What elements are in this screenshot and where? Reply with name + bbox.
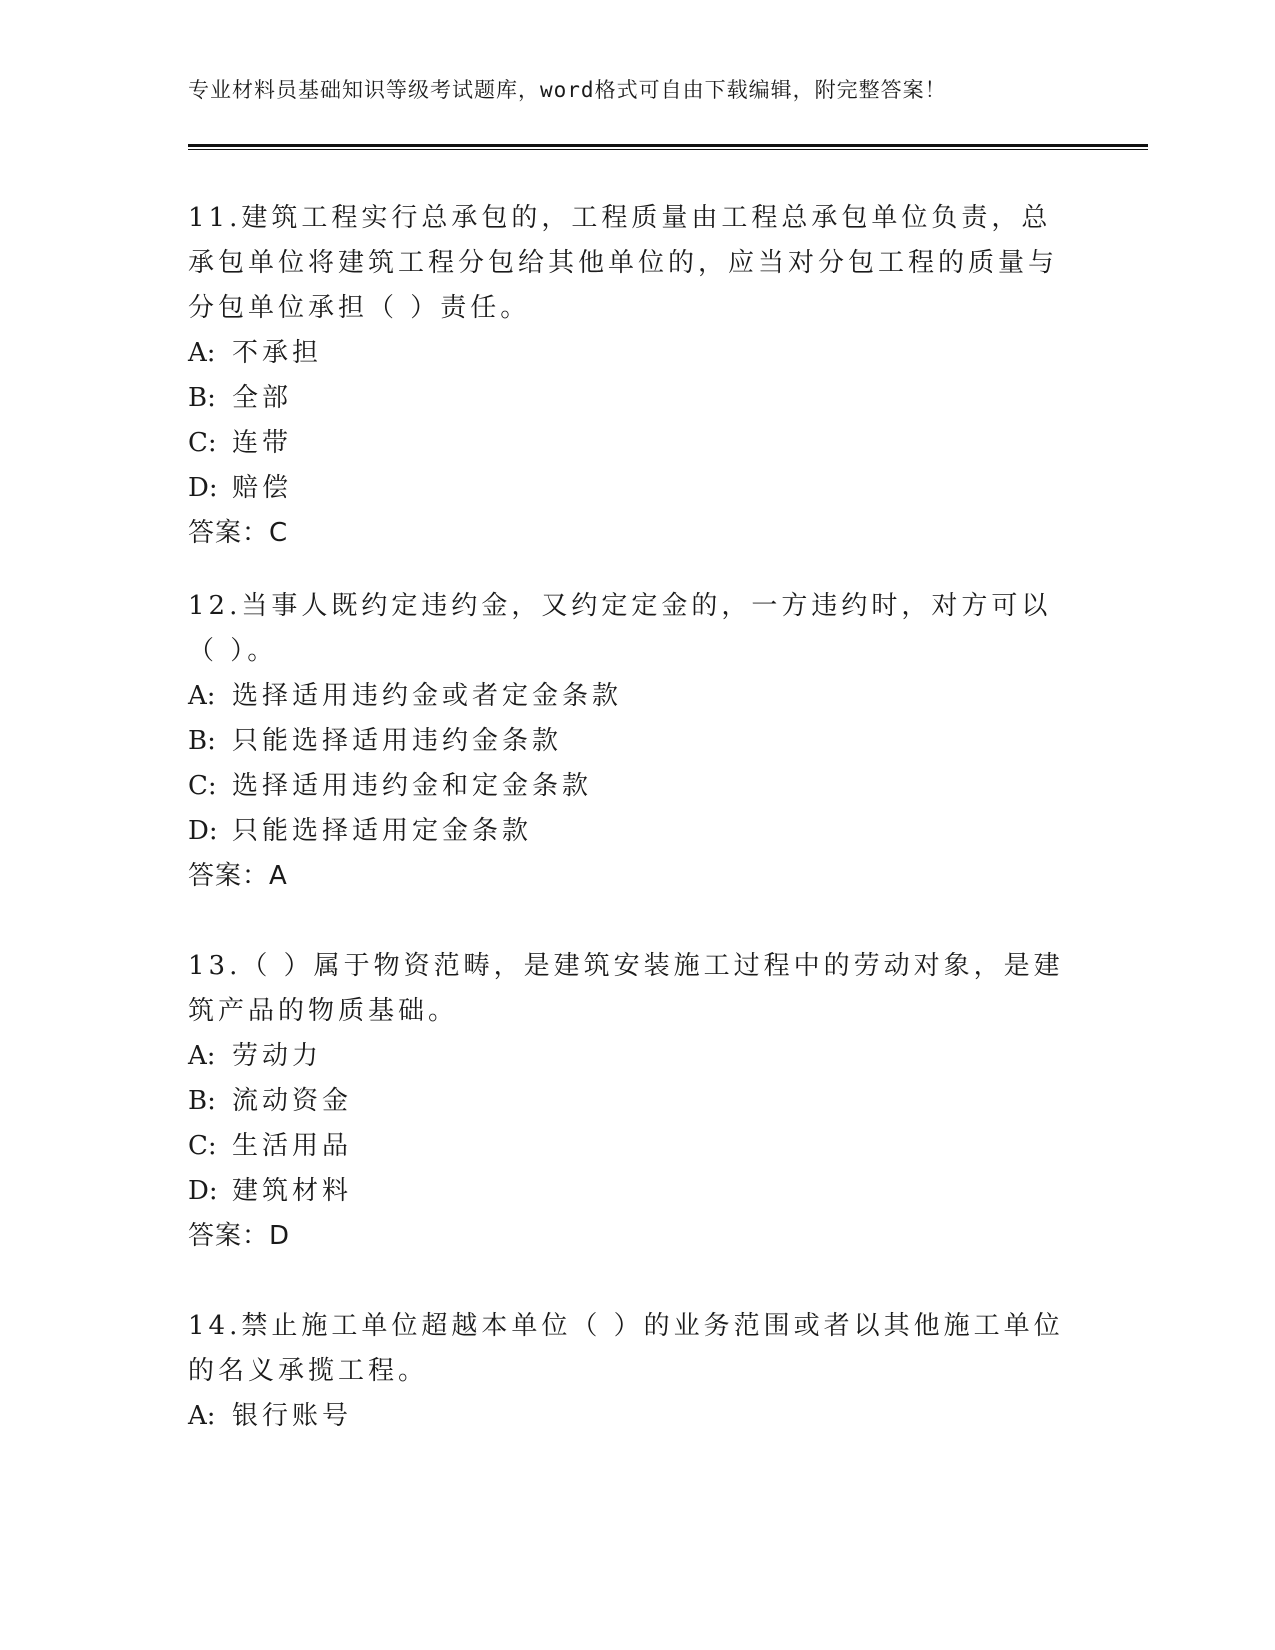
option-text: 选择适用违约金或者定金条款 <box>232 681 623 711</box>
answer-line: 答案：C <box>188 518 289 548</box>
option-text: 只能选择适用定金条款 <box>232 816 533 846</box>
option-key: A: <box>188 1401 216 1431</box>
option-b <box>188 1079 1068 1124</box>
question-stem: 13.（ ）属于物资范畴，是建筑安装施工过程中的劳动对象，是建筑产品的物质基础。 <box>188 951 1064 1026</box>
option-a <box>188 674 1068 719</box>
option-text: 生活用品 <box>232 1131 353 1161</box>
option-text: 赔偿 <box>232 473 293 503</box>
option-c <box>188 1124 1068 1169</box>
option-text: 选择适用违约金和定金条款 <box>232 771 593 801</box>
option-key: B: <box>188 726 216 756</box>
option-key: B: <box>188 383 216 413</box>
option-key: C: <box>188 771 217 801</box>
answer-line: 答案：A <box>188 861 288 891</box>
question-stem: 11.建筑工程实行总承包的，工程质量由工程总承包单位负责，总承包单位将建筑工程分包给其他单位的，应当对分包工程的质量与分包单位承担（ ）责任。 <box>188 203 1059 323</box>
option-a <box>188 1034 1068 1079</box>
option-text: 劳动力 <box>232 1041 323 1071</box>
header-rule <box>188 144 1148 150</box>
option-text: 全部 <box>232 383 293 413</box>
option-c <box>188 764 1068 809</box>
option-key: B: <box>188 1086 216 1116</box>
option-d <box>188 1169 1068 1214</box>
question-11 <box>188 196 1068 556</box>
option-key: A: <box>188 1041 216 1071</box>
option-key: D: <box>188 473 218 503</box>
option-key: C: <box>188 428 217 458</box>
option-key: A: <box>188 338 216 368</box>
option-d <box>188 809 1068 854</box>
option-b <box>188 719 1068 764</box>
option-b <box>188 376 1068 421</box>
option-text: 连带 <box>232 428 293 458</box>
option-c <box>188 421 1068 466</box>
answer-line: 答案：D <box>188 1221 291 1251</box>
option-a <box>188 1394 1068 1439</box>
option-text: 银行账号 <box>232 1401 353 1431</box>
option-text: 建筑材料 <box>232 1176 353 1206</box>
question-14 <box>188 1304 1068 1439</box>
option-key: C: <box>188 1131 217 1161</box>
option-key: D: <box>188 816 218 846</box>
option-d <box>188 466 1068 511</box>
option-key: A: <box>188 681 216 711</box>
question-12 <box>188 584 1068 899</box>
question-stem: 14.禁止施工单位超越本单位（ ）的业务范围或者以其他施工单位的名义承揽工程。 <box>188 1311 1064 1386</box>
question-stem: 12.当事人既约定违约金，又约定定金的，一方违约时，对方可以（ ）。 <box>188 591 1052 666</box>
option-a <box>188 331 1068 376</box>
option-key: D: <box>188 1176 218 1206</box>
page-header: 专业材料员基础知识等级考试题库，word格式可自由下载编辑，附完整答案！ <box>188 78 947 102</box>
option-text: 不承担 <box>232 338 323 368</box>
option-text: 流动资金 <box>232 1086 353 1116</box>
question-13 <box>188 944 1068 1259</box>
option-text: 只能选择适用违约金条款 <box>232 726 563 756</box>
